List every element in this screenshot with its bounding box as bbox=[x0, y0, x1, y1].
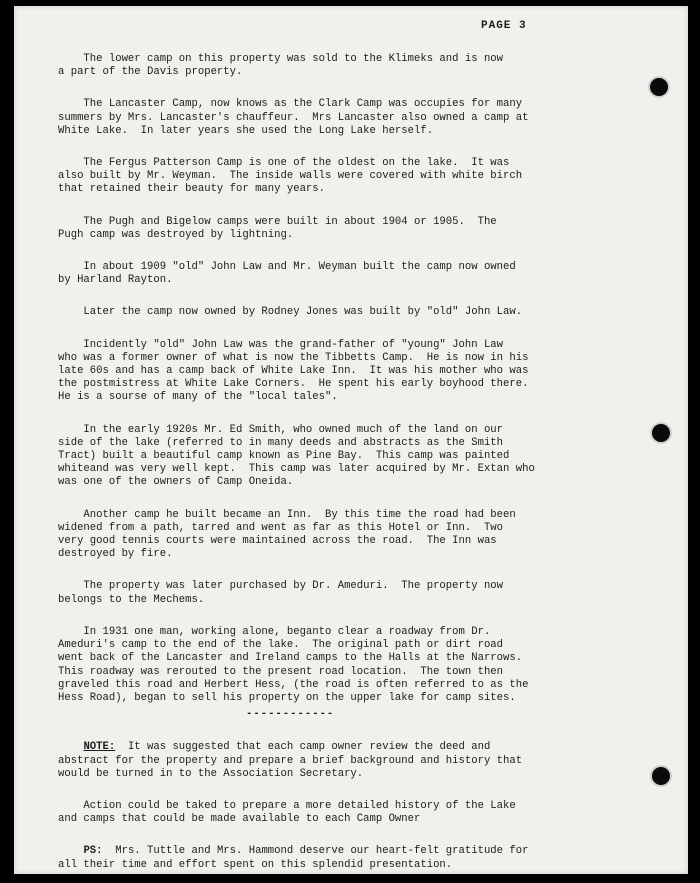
text-line: summers by Mrs. Lancaster's chauffeur. Mrs Lancaster also owned a camp at bbox=[58, 111, 529, 124]
ps-first-line: Mrs. Tuttle and Mrs. Hammond deserve our heart-felt gratitude for bbox=[102, 845, 529, 858]
text-line: side of the lake (referred to in many deeds and abstracts as the Smith bbox=[58, 436, 504, 449]
text-line: The Pugh and Bigelow camps were built in about 1904 or 1905. The bbox=[58, 215, 497, 228]
text-line: The Lancaster Camp, now knows as the Clark Camp was occupies for many bbox=[58, 98, 523, 111]
paragraph bbox=[58, 98, 658, 138]
text-line: a part of the Davis property. bbox=[58, 66, 243, 79]
text-line: The Fergus Patterson Camp is one of the oldest on the lake. It was bbox=[58, 157, 510, 170]
page-number: PAGE 3 bbox=[481, 20, 527, 32]
text-line: Pugh camp was destroyed by lightning. bbox=[58, 228, 294, 241]
separator-dashes: ------------ bbox=[246, 708, 335, 721]
text-line bbox=[58, 741, 658, 754]
text-line: The property was later purchased by Dr. Ameduri. The property now bbox=[58, 580, 504, 593]
text-line: and camps that could be made available to each Camp Owner bbox=[58, 813, 421, 826]
note-paragraph bbox=[58, 741, 658, 781]
paragraph bbox=[58, 261, 658, 287]
text-line: Another camp he built became an Inn. By this time the road had been bbox=[58, 508, 516, 521]
document-body bbox=[58, 53, 658, 874]
action-paragraph bbox=[58, 800, 658, 826]
ps-label: PS: bbox=[83, 845, 103, 858]
note-label: NOTE: bbox=[83, 741, 116, 754]
text-line: by Harland Rayton. bbox=[58, 274, 173, 287]
text-line: This roadway was rerouted to the present road location. The town then bbox=[58, 665, 504, 678]
text-line: Tract) built a beautiful camp known as Pine Bay. This camp was painted bbox=[58, 450, 510, 463]
text-line: widened from a path, tarred and went as far as this Hotel or Inn. Two bbox=[58, 521, 504, 534]
document-page bbox=[14, 6, 688, 874]
text-line: White Lake. In later years she used the Long Lake herself. bbox=[58, 124, 434, 137]
text-line: In about 1909 "old" John Law and Mr. Weyman built the camp now owned bbox=[58, 261, 516, 274]
text-line: that retained their beauty for many years. bbox=[58, 183, 326, 196]
paragraph bbox=[58, 509, 658, 562]
text-line: very good tennis courts were maintained across the road. The Inn was bbox=[58, 535, 497, 548]
text-line: In 1931 one man, working alone, beganto clear a roadway from Dr. bbox=[58, 625, 491, 638]
text-line: Later the camp now owned by Rodney Jones was built by "old" John Law. bbox=[58, 306, 523, 319]
paragraph bbox=[58, 216, 658, 242]
paragraph bbox=[58, 626, 658, 705]
text-line: Ameduri's camp to the end of the lake. The original path or dirt road bbox=[58, 639, 504, 652]
text-line: The lower camp on this property was sold to the Klimeks and is now bbox=[58, 53, 504, 65]
text-line: went back of the Lancaster and Ireland camps to the Halls at the Narrows. bbox=[58, 652, 523, 665]
paragraph bbox=[58, 580, 658, 606]
paragraph bbox=[58, 424, 658, 490]
text-line: destroyed by fire. bbox=[58, 548, 173, 561]
text-line: abstract for the property and prepare a brief background and history that bbox=[58, 754, 523, 767]
paragraph bbox=[58, 306, 658, 319]
paragraph bbox=[58, 53, 658, 79]
text-line: Incidently "old" John Law was the grand-father of "young" John Law bbox=[58, 338, 504, 351]
text-line bbox=[58, 845, 658, 858]
paragraph bbox=[58, 157, 658, 197]
text-line: Hess Road), began to sell his property on the upper lake for camp sites. bbox=[58, 691, 516, 704]
paragraph bbox=[58, 339, 658, 405]
text-line: would be turned in to the Association Secretary. bbox=[58, 767, 364, 780]
text-line: belongs to the Mechems. bbox=[58, 593, 205, 606]
text-line: all their time and effort spent on this splendid presentation. bbox=[58, 858, 453, 871]
note-first-line: It was suggested that each camp owner review the deed and bbox=[115, 741, 491, 754]
text-line: also built by Mr. Weyman. The inside walls were covered with white birch bbox=[58, 170, 523, 183]
text-line: Action could be taked to prepare a more detailed history of the Lake bbox=[58, 799, 516, 812]
text-line: In the early 1920s Mr. Ed Smith, who owned much of the land on our bbox=[58, 423, 504, 436]
text-line: whiteand was very well kept. This camp was later acquired by Mr. Extan who bbox=[58, 463, 535, 476]
text-line: the postmistress at White Lake Corners. He spent his early boyhood there. bbox=[58, 378, 529, 391]
ps-paragraph bbox=[58, 845, 658, 871]
text-line: was one of the owners of Camp Oneida. bbox=[58, 476, 294, 489]
text-line: late 60s and has a camp back of White Lake Inn. It was his mother who was bbox=[58, 365, 529, 378]
text-line: who was a former owner of what is now the Tibbetts Camp. He is now in his bbox=[58, 351, 529, 364]
text-line: He is a sourse of many of the "local tales". bbox=[58, 391, 338, 404]
text-line: graveled this road and Herbert Hess, (the road is often referred to as the bbox=[58, 678, 529, 691]
